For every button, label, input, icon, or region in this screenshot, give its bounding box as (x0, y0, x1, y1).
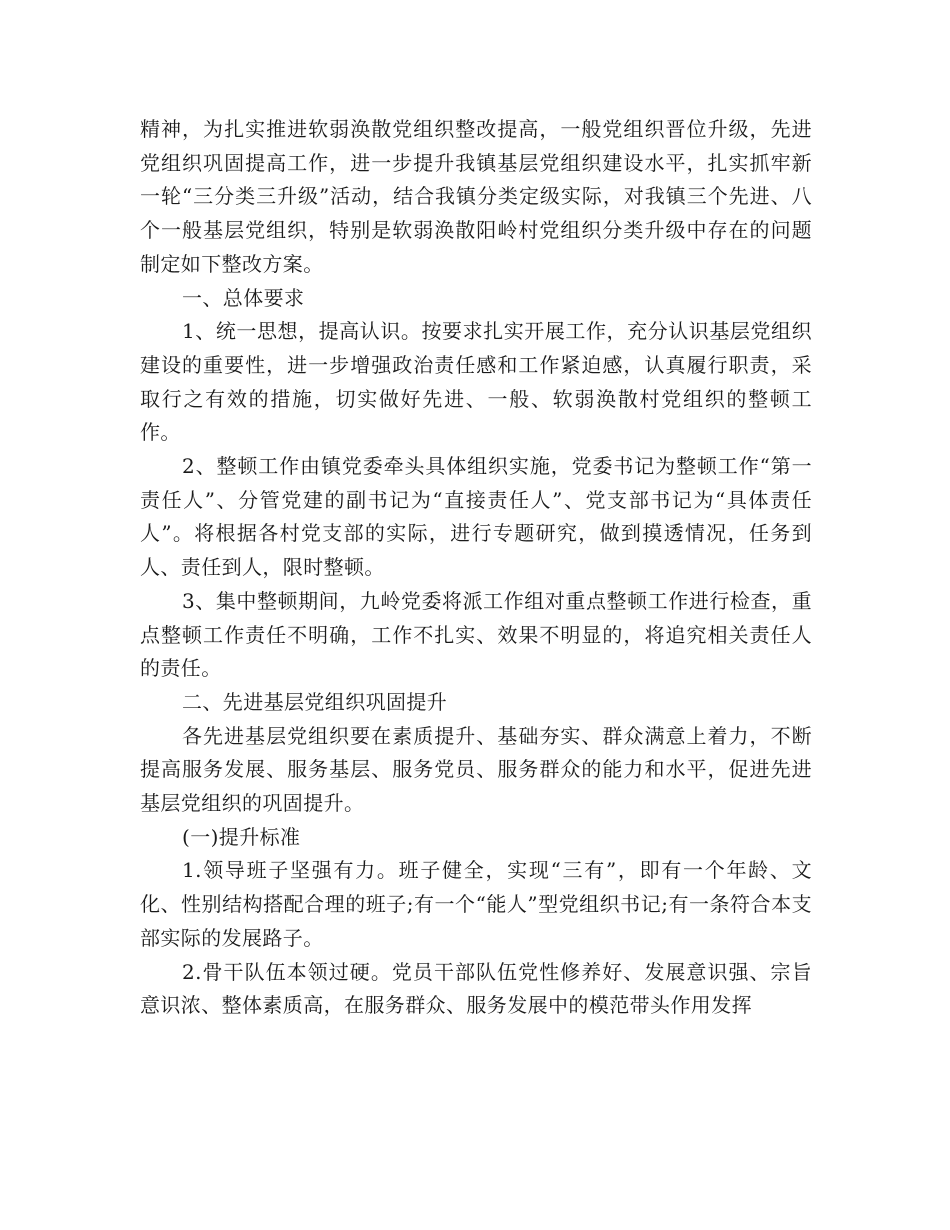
paragraph-requirement-2: 2、整顿工作由镇党委牵头具体组织实施，党委书记为整顿工作“第一责任人”、分管党建的副书记为“直接责任人”、党支部书记为“具体责任人”。将根据各村党支部的实际，进行专题研究，做到摸透情况，任务到人、责任到人，限时整顿。 (140, 454, 812, 580)
paragraph-standard-1: 1.领导班子坚强有力。班子健全，实现“三有”，即有一个年龄、文化、性别结构搭配合理的班子;有一个“能人”型党组织书记;有一条符合本支部实际的发展路子。 (140, 858, 812, 950)
paragraph-requirement-3: 3、集中整顿期间，九岭党委将派工作组对重点整顿工作进行检查，重点整顿工作责任不明确，工作不扎实、效果不明显的，将追究相关责任人的责任。 (140, 588, 812, 681)
paragraph-intro: 精神，为扎实推进软弱涣散党组织整改提高，一般党组织晋位升级，先进党组织巩固提高工作，进一步提升我镇基层党组织建设水平，扎实抓牢新一轮“三分类三升级”活动，结合我镇分类定级实际，对我镇三个先进、八个一般基层党组织，特别是软弱涣散阳岭村党组织分类升级中存在的问题制定如下整改方案。 (140, 117, 812, 276)
heading-advanced-organizations: 二、先进基层党组织巩固提升 (182, 689, 448, 714)
paragraph-requirement-1: 1、统一思想，提高认识。按要求扎实开展工作，充分认识基层党组织建设的重要性，进一步增强政治责任感和工作紧迫感，认真履行职责，采取行之有效的措施，切实做好先进、一般、软弱涣散村党组织的整顿工作。 (140, 319, 812, 445)
paragraph-standard-2: 2.骨干队伍本领过硬。党员干部队伍党性修养好、发展意识强、宗旨意识浓、整体素质高，在服务群众、服务发展中的模范带头作用发挥 (140, 959, 812, 1018)
subheading-improvement-standards: (一)提升标准 (182, 824, 301, 849)
document-body (140, 113, 812, 1023)
paragraph-advanced-organizations: 各先进基层党组织要在素质提升、基础夯实、群众满意上着力，不断提高服务发展、服务基层、服务党员、服务群众的能力和水平，促进先进基层党组织的巩固提升。 (140, 723, 812, 816)
heading-general-requirements: 一、总体要求 (182, 285, 305, 310)
